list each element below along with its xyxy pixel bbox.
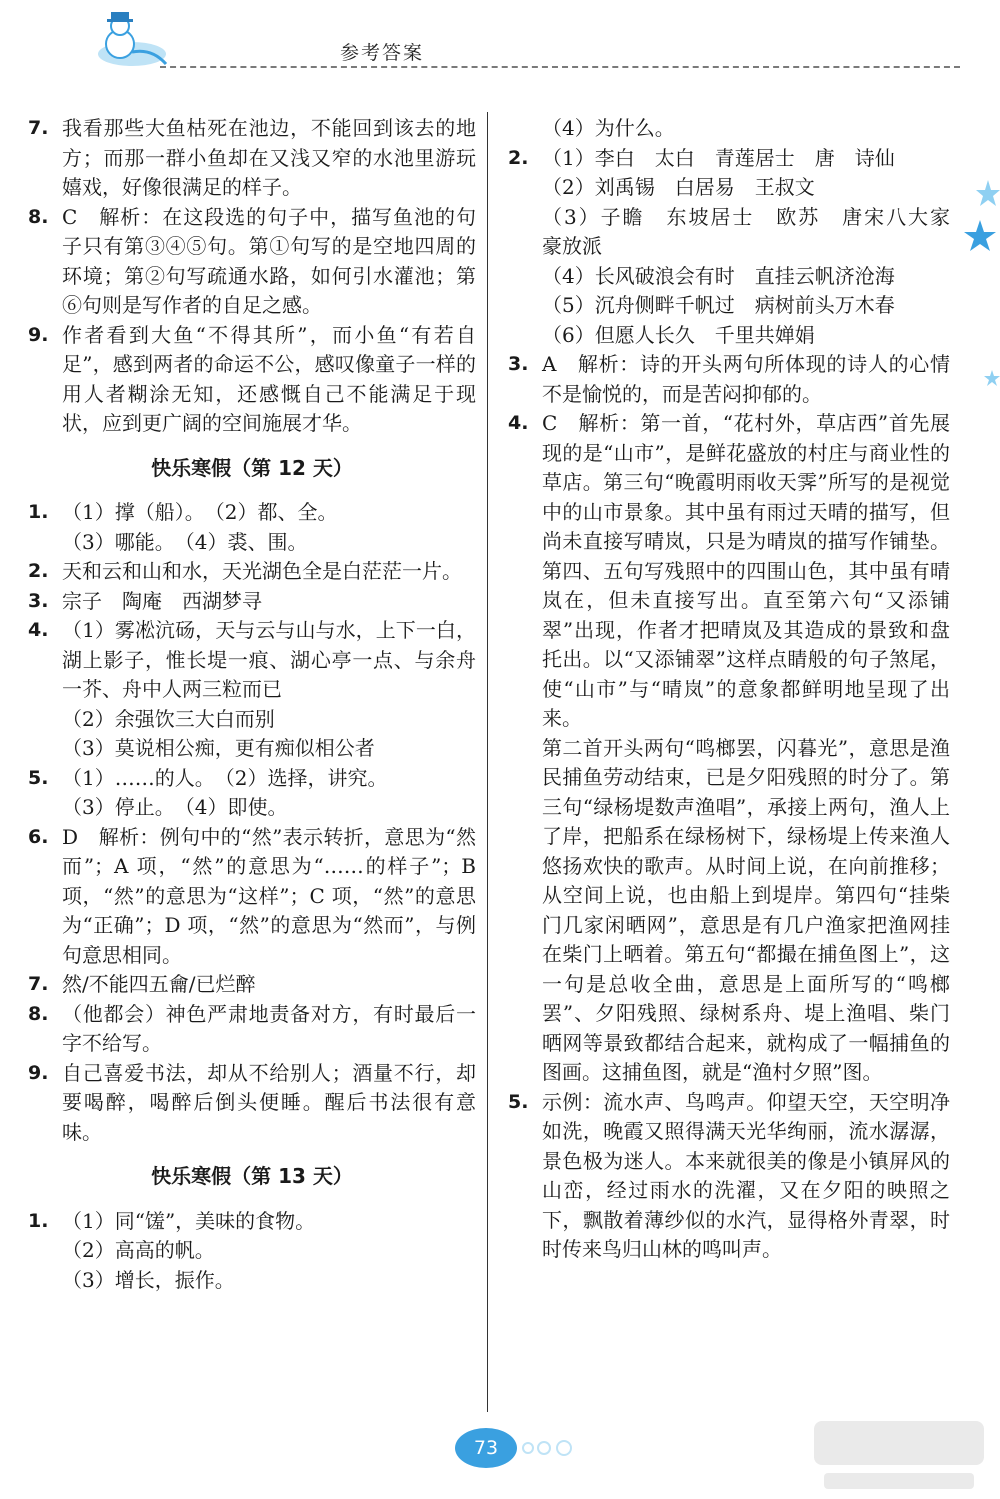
answer-text: C 解析：在这段选的句子中，描写鱼池的句子只有第③④⑤句。第①句写的是空地四周的环境；第②句写疏通水路，如何引水灌池；第⑥句则是写作者的自足之感。 [62,204,476,317]
item-number: 7. [28,117,49,139]
answer-subline: （2）高高的帆。 [62,1238,215,1262]
section-title: 快乐寒假（第 12 天） [151,455,353,480]
answer-paragraph: 第二首开头两句“鸣榔罢，闪暮光”，意思是渔民捕鱼劳动结束，已是夕阳残照的时分了。第三句“绿杨堤数声渔唱”，承接上两句，渔人上了岸，把船系在绿杨树下，绿杨堤上传来渔人悠扬欢快的歌声。从时间上说，在向前推移；从空间上说，也由船上到堤岸。第四句“挂柴门几家闲晒网”，意思是有几户渔家把渔网挂在柴门上晒着。第五句“都撮在捕鱼图上”，这一句是总收全曲，意思是上面所写的“鸣榔罢”、夕阳残照、绿树系舟、堤上渔唱、柴门晒网等景致都结合起来，就构成了一幅捕鱼的图画。这捕鱼图，就是“渔村夕照”图。 [542,735,950,1084]
answer-subline: （4）为什么。 [542,116,675,140]
item-number: 5. [28,766,49,789]
item-number: 9. [28,323,49,346]
answer-item [28,970,476,1000]
item-number: 1. [28,1209,49,1232]
section-title: 快乐寒假（第 13 天） [151,1164,353,1188]
item-number: 2. [508,146,529,169]
answer-item [28,1000,476,1059]
answer-subline: （2）刘禹锡 白居易 王叔文 [542,175,815,199]
header-divider [160,66,960,68]
answer-subline: （4）长风破浪会有时 直挂云帆济沧海 [542,263,895,288]
answer-subline: （3）增长，振作。 [62,1267,235,1292]
page-header [0,0,1000,80]
answer-item [28,557,476,587]
left-column [28,114,476,1295]
answer-text: 天和云和山和水，天光湖色全是白茫茫一片。 [62,559,462,583]
item-number: 8. [28,205,49,228]
answer-item [508,144,970,351]
answer-item [28,1059,476,1148]
item-number: 8. [28,1002,49,1025]
answer-text: 宗子 陶庵 西湖梦寻 [62,588,262,613]
answer-item [28,321,476,439]
answer-subline: （6）但愿人长久 千里共婵娟 [542,322,815,347]
answer-text: （1）同“馐”，美味的食物。 [62,1208,316,1233]
page-title: 参考答案 [340,42,425,64]
answer-item [28,114,476,203]
answer-text: （1）雾凇沆砀，天与云与山与水，上下一白，湖上影子，惟长堤一痕、湖心亭一点、与余舟一芥、舟中人两三粒而已 [62,618,476,701]
answer-text: A 解析：诗的开头两句所体现的诗人的心情不是愉悦的，而是苦闷抑郁的。 [542,352,950,406]
answer-text: （1）撑（船）。 （2）都、全。 [62,500,338,524]
answer-item [508,409,950,1088]
column-divider [487,112,488,1412]
answer-text: （1）……的人。 （2）选择，讲究。 [62,765,388,790]
answer-subline: （5）沉舟侧畔千帆过 病树前头万木春 [542,293,895,317]
answer-subline: （3）莫说相公痴，更有痴似相公者 [62,736,375,760]
answer-subline: （3）子瞻 东坡居士 欧苏 唐宋八大家 豪放派 [542,204,970,258]
answer-item [28,823,476,971]
item-number: 7. [28,973,49,995]
item-number: 3. [508,353,529,375]
answer-item [508,350,950,409]
answer-item [28,498,476,557]
answer-item [28,1207,476,1296]
answer-text: 自己喜爱书法，却从不给别人；酒量不行，却要喝醉，喝醉后倒头便睡。醒后书法很有意味。 [62,1060,476,1144]
item-number: 5. [508,1090,529,1113]
item-number: 6. [28,825,49,848]
item-number: 2. [28,560,49,582]
answer-text: （1）李白 太白 青莲居士 唐 诗仙 [542,145,895,170]
answer-text: 然/不能四五龠/已烂醉 [62,972,256,996]
answer-item [28,764,476,823]
answer-subline: （3）哪能。 （4）裘、围。 [62,529,308,554]
item-number: 3. [28,589,49,612]
page-number: 73 [455,1428,517,1468]
decoration-icon [520,1436,580,1460]
answer-subline: （2）余强饮三大白而别 [62,706,275,731]
item-number: 4. [508,412,529,434]
answer-item [28,616,476,764]
answer-item [28,203,476,321]
item-number: 1. [28,501,49,523]
answer-text: C 解析：第一首，“花村外，草店西”首先展现的是“山市”，是鲜花盛放的村庄与商业性的草店。第三句“晚霞明雨收天霁”所写的是视觉中的山市景象。其中虽有雨过天晴的描写，但尚未直接写晴岚，只是为晴岚的描写作铺垫。第四、五句写残照中的四围山色，其中虽有晴岚在，但未直接写出。直至第六句“又添铺翠”出现，作者才把晴岚及其造成的景致和盘托出。以“又添铺翠”这样点睛般的句子煞尾，使“山市”与“晴岚”的意象都鲜明地呈现了出来。 [542,411,950,730]
answer-subline: （3）停止。 （4）即使。 [62,795,288,819]
answer-text: 我看那些大鱼枯死在池边，不能回到该去的地方；而那一群小鱼却在又浅又窄的水池里游玩嬉戏，好像很满足的样子。 [62,116,476,199]
item-number: 4. [28,619,49,641]
answer-text: D 解析：例句中的“然”表示转折，意思为“然而”；A 项，“然”的意思为“……的样子”；B 项，“然”的意思为“这样”；C 项，“然”的意思为“正确”；D 项，“然”的意思为“然而”，与例句意思相同。 [62,824,476,967]
right-column [508,114,970,1265]
answer-text: （他都会）神色严肃地责备对方，有时最后一字不给写。 [62,1001,476,1055]
answer-item [28,587,476,617]
answer-item [508,1088,950,1265]
star-icon [960,170,1000,410]
answer-text: 示例：流水声、鸟鸣声。仰望天空，天空明净如洗，晚霞又照得满天光华绚丽，流水潺潺，景色极为迷人。本来就很美的像是小镇屏风的山峦，经过雨水的洗濯，又在夕阳的映照之下，飘散着薄纱似的水汽，显得格外青翠，时时传来鸟归山林的鸣叫声。 [542,1089,950,1261]
item-number: 9. [28,1061,49,1084]
answer-text: 作者看到大鱼“不得其所”，而小鱼“有若自足”，感到两者的命运不公，感叹像童子一样的用人者糊涂无知，还感慨自己不能满足于现状，应到更广阔的空间施展才华。 [62,322,476,435]
snowman-icon [92,8,170,72]
watermark-logo [804,1415,994,1495]
